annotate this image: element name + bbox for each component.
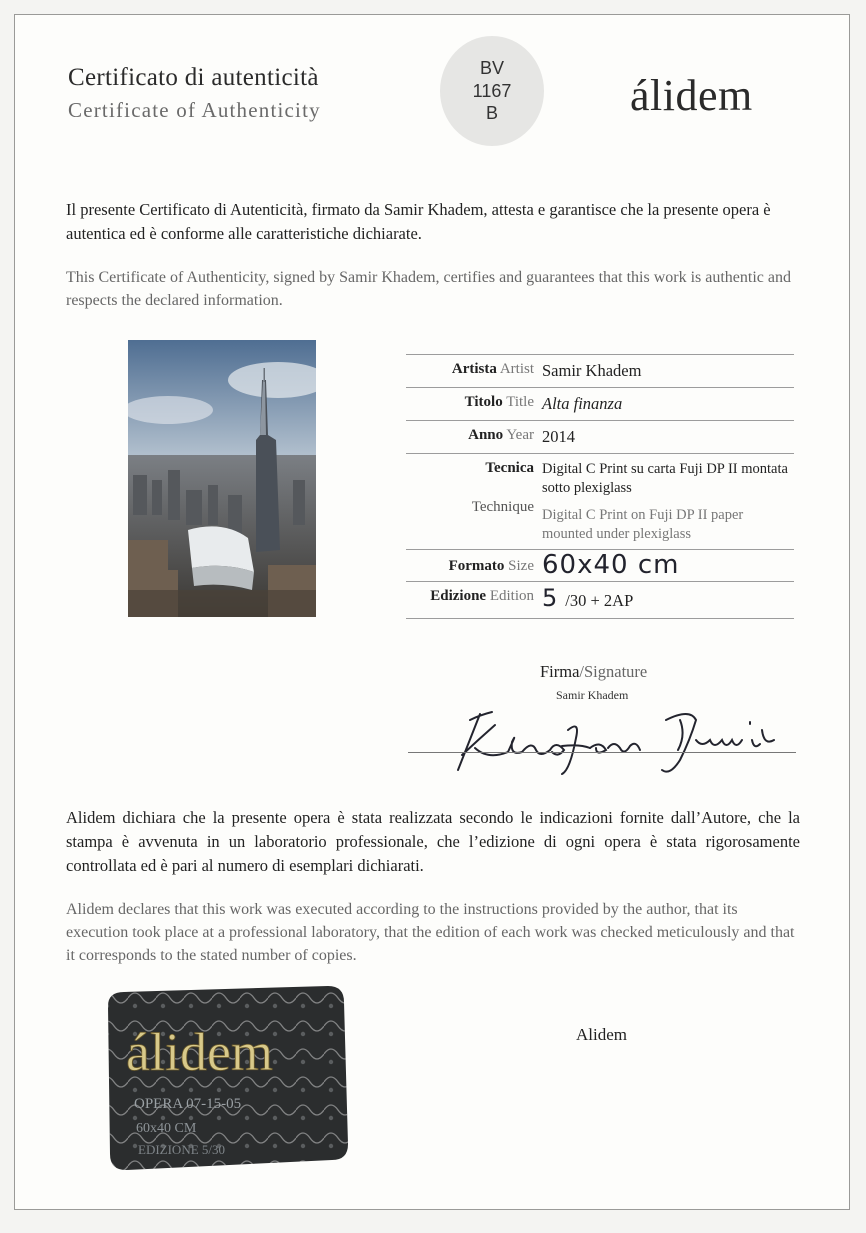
title-english: Certificate of Authenticity xyxy=(68,98,321,122)
brand-logo: álidem xyxy=(630,71,753,120)
seal-line-1: OPERA 07-15-05 xyxy=(134,1096,242,1112)
intro-italian: Il presente Certificato di Autenticità, firmato da Samir Khadem, attesta e garantisce che la presente opera è autentica ed è conforme alle caratteristiche dichiarate. xyxy=(66,200,771,243)
edition-total: /30 + 2AP xyxy=(565,591,634,611)
technique-label: Tecnica Technique xyxy=(406,454,538,550)
detail-row-title xyxy=(406,388,794,421)
declaration-italian: Alidem dichiara che la presente opera è stata realizzata secondo le indicazioni fornite dall’Autore, che la stampa è avvenuta in un laboratorio professionale, che l’edizione di ogni opera è stata rigorosamente controllata ed è pari al numero di esemplari dichiarati. xyxy=(66,808,800,875)
title-label: Titolo Title xyxy=(406,388,538,421)
artwork-photo xyxy=(128,340,316,617)
signature-line xyxy=(408,752,796,753)
intro-english: This Certificate of Authenticity, signed by Samir Khadem, certifies and guarantees that this work is authentic and respects the declared information. xyxy=(66,269,791,310)
title-italian: Certificato di autenticità xyxy=(68,64,319,91)
detail-row-size xyxy=(406,550,794,582)
seal-brand: álidem xyxy=(126,1022,273,1082)
technique-english: Digital C Print on Fuji DP II paper mounted under plexiglass xyxy=(542,506,744,542)
technique-value xyxy=(538,454,794,550)
size-value xyxy=(538,550,794,582)
title-value: Alta finanza xyxy=(538,388,794,421)
code-line-3: B xyxy=(485,103,498,124)
seal-line-3: EDIZIONE 5/30 xyxy=(138,1142,226,1157)
city-skyline-image xyxy=(128,340,316,617)
size-handwritten: 60x40 cm xyxy=(542,550,680,581)
edition-value xyxy=(538,582,794,619)
technique-italian: Digital C Print su carta Fuji DP II montata sotto plexiglass xyxy=(542,461,788,496)
year-label: Anno Year xyxy=(406,421,538,454)
artwork-details-table xyxy=(406,354,794,619)
artist-value: Samir Khadem xyxy=(538,355,794,388)
code-line-1: BV xyxy=(479,58,504,79)
edition-number-handwritten: 5 xyxy=(542,584,558,613)
signatory-name: Samir Khadem xyxy=(556,688,629,702)
detail-row-artist xyxy=(406,355,794,388)
edition-label: Edizione Edition xyxy=(406,582,538,619)
detail-row-year xyxy=(406,421,794,454)
detail-row-edition xyxy=(406,582,794,619)
year-value: 2014 xyxy=(538,421,794,454)
declaration-english: Alidem declares that this work was executed according to the instructions provided by the author, that its execution took place at a professional laboratory, that the edition of each work was checked meticulously and that it corresponds to the stated number of copies. xyxy=(66,901,795,965)
footer-alidem: Alidem xyxy=(576,1025,627,1044)
artist-label: Artista Artist xyxy=(406,355,538,388)
hologram-seal xyxy=(100,984,350,1174)
handwritten-signature xyxy=(440,700,790,780)
code-line-2: 1167 xyxy=(472,80,512,101)
seal-line-2: 60x40 CM xyxy=(136,1121,197,1136)
certificate-code-badge xyxy=(440,36,544,146)
size-label: Formato Size xyxy=(406,550,538,582)
signature-label: Firma/Signature xyxy=(540,662,648,681)
detail-row-technique xyxy=(406,454,794,550)
